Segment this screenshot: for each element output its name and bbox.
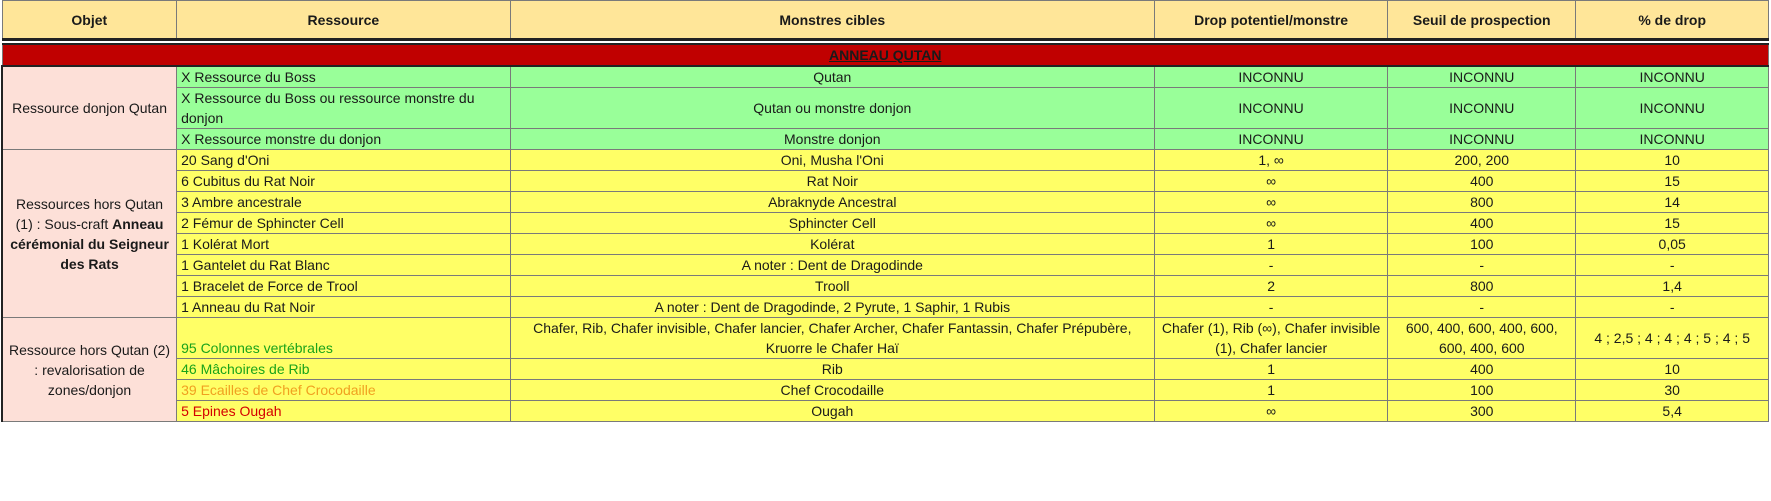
seuil-cell[interactable]: INCONNU xyxy=(1388,129,1576,150)
seuil-cell[interactable]: 200, 200 xyxy=(1388,150,1576,171)
monstres-cell[interactable]: Monstre donjon xyxy=(510,129,1154,150)
pct-cell[interactable]: INCONNU xyxy=(1576,129,1769,150)
drop-cell[interactable]: INCONNU xyxy=(1154,88,1387,129)
monstres-cell[interactable]: Rib xyxy=(510,359,1154,380)
drop-cell[interactable]: INCONNU xyxy=(1154,66,1387,88)
pct-cell[interactable]: INCONNU xyxy=(1576,88,1769,129)
table-row xyxy=(2,213,1769,234)
monstres-cell[interactable]: Kolérat xyxy=(510,234,1154,255)
ressource-cell[interactable]: X Ressource monstre du donjon xyxy=(177,129,510,150)
drop-cell[interactable]: Chafer (1), Rib (∞), Chafer invisible (1), Chafer lancier xyxy=(1154,318,1387,359)
seuil-cell[interactable]: 100 xyxy=(1388,234,1576,255)
drop-table xyxy=(1,0,1769,422)
ressource-cell[interactable]: X Ressource du Boss xyxy=(177,66,510,88)
pct-cell[interactable]: 15 xyxy=(1576,213,1769,234)
drop-cell[interactable]: 1, ∞ xyxy=(1154,150,1387,171)
pct-cell[interactable]: 15 xyxy=(1576,171,1769,192)
table-row xyxy=(2,88,1769,129)
drop-cell[interactable]: - xyxy=(1154,255,1387,276)
pct-cell[interactable]: INCONNU xyxy=(1576,66,1769,88)
ressource-cell[interactable]: 2 Fémur de Sphincter Cell xyxy=(177,213,510,234)
ressource-cell[interactable]: 46 Mâchoires de Rib xyxy=(177,359,510,380)
drop-cell[interactable]: - xyxy=(1154,297,1387,318)
ressource-cell[interactable]: 1 Gantelet du Rat Blanc xyxy=(177,255,510,276)
seuil-cell[interactable]: 100 xyxy=(1388,380,1576,401)
seuil-cell[interactable]: 800 xyxy=(1388,192,1576,213)
pct-cell[interactable]: 10 xyxy=(1576,150,1769,171)
objet-prefix: Ressources hors Qutan (1) : Sous-craft xyxy=(15,195,164,232)
seuil-cell[interactable]: INCONNU xyxy=(1388,66,1576,88)
monstres-cell[interactable]: Qutan ou monstre donjon xyxy=(510,88,1154,129)
drop-cell[interactable]: 2 xyxy=(1154,276,1387,297)
ressource-cell[interactable]: 5 Epines Ougah xyxy=(177,401,510,422)
pct-cell[interactable]: 0,05 xyxy=(1576,234,1769,255)
table-row xyxy=(2,401,1769,422)
ressource-cell[interactable]: 1 Kolérat Mort xyxy=(177,234,510,255)
ressource-cell[interactable]: 6 Cubitus du Rat Noir xyxy=(177,171,510,192)
ressource-cell[interactable]: 95 Colonnes vertébrales xyxy=(177,318,510,359)
drop-cell[interactable]: 1 xyxy=(1154,359,1387,380)
seuil-cell[interactable]: 400 xyxy=(1388,359,1576,380)
seuil-cell[interactable]: 400 xyxy=(1388,171,1576,192)
seuil-cell[interactable]: 300 xyxy=(1388,401,1576,422)
seuil-cell[interactable]: - xyxy=(1388,297,1576,318)
section-row xyxy=(2,44,1769,66)
pct-cell[interactable]: 10 xyxy=(1576,359,1769,380)
monstres-cell[interactable]: A noter : Dent de Dragodinde, 2 Pyrute, 1 Saphir, 1 Rubis xyxy=(510,297,1154,318)
table-row xyxy=(2,380,1769,401)
drop-cell[interactable]: 1 xyxy=(1154,234,1387,255)
ressource-cell[interactable]: 39 Ecailles de Chef Crocodaille xyxy=(177,380,510,401)
table-row xyxy=(2,66,1769,88)
objet-cell[interactable]: Ressource donjon Qutan xyxy=(2,66,177,150)
monstres-cell[interactable]: Abraknyde Ancestral xyxy=(510,192,1154,213)
objet-cell[interactable] xyxy=(2,150,177,318)
monstres-cell[interactable]: Chef Crocodaille xyxy=(510,380,1154,401)
monstres-cell[interactable]: Oni, Musha l'Oni xyxy=(510,150,1154,171)
table-row xyxy=(2,297,1769,318)
monstres-cell[interactable]: Chafer, Rib, Chafer invisible, Chafer lancier, Chafer Archer, Chafer Fantassin, Chafer Prépubère, Kruorre le Chafer Haï xyxy=(510,318,1154,359)
drop-cell[interactable]: ∞ xyxy=(1154,192,1387,213)
header-monstres[interactable]: Monstres cibles xyxy=(510,1,1154,40)
table-row xyxy=(2,171,1769,192)
drop-cell[interactable]: ∞ xyxy=(1154,213,1387,234)
pct-cell[interactable]: 5,4 xyxy=(1576,401,1769,422)
ressource-cell[interactable]: 1 Anneau du Rat Noir xyxy=(177,297,510,318)
monstres-cell[interactable]: Rat Noir xyxy=(510,171,1154,192)
header-seuil[interactable]: Seuil de prospection xyxy=(1388,1,1576,40)
drop-cell[interactable]: INCONNU xyxy=(1154,129,1387,150)
seuil-cell[interactable]: INCONNU xyxy=(1388,88,1576,129)
pct-cell[interactable]: 1,4 xyxy=(1576,276,1769,297)
pct-cell[interactable]: 4 ; 2,5 ; 4 ; 4 ; 4 ; 5 ; 4 ; 5 xyxy=(1576,318,1769,359)
monstres-cell[interactable]: A noter : Dent de Dragodinde xyxy=(510,255,1154,276)
drop-cell[interactable]: ∞ xyxy=(1154,401,1387,422)
ressource-cell[interactable]: 1 Bracelet de Force de Trool xyxy=(177,276,510,297)
ressource-cell[interactable]: 20 Sang d'Oni xyxy=(177,150,510,171)
seuil-cell[interactable]: 600, 400, 600, 400, 600, 600, 400, 600 xyxy=(1388,318,1576,359)
seuil-cell[interactable]: 800 xyxy=(1388,276,1576,297)
header-ressource[interactable]: Ressource xyxy=(177,1,510,40)
table-row xyxy=(2,150,1769,171)
table-row xyxy=(2,255,1769,276)
ressource-cell[interactable]: X Ressource du Boss ou ressource monstre du donjon xyxy=(177,88,510,129)
header-drop[interactable]: Drop potentiel/monstre xyxy=(1154,1,1387,40)
pct-cell[interactable]: - xyxy=(1576,255,1769,276)
monstres-cell[interactable]: Trooll xyxy=(510,276,1154,297)
objet-bold: Anneau cérémonial du Seigneur des Rats xyxy=(10,215,169,272)
ressource-cell[interactable]: 3 Ambre ancestrale xyxy=(177,192,510,213)
drop-cell[interactable]: ∞ xyxy=(1154,171,1387,192)
pct-cell[interactable]: 14 xyxy=(1576,192,1769,213)
table-row xyxy=(2,192,1769,213)
objet-cell[interactable]: Ressource hors Qutan (2) : revalorisation de zones/donjon xyxy=(2,318,177,422)
header-pct[interactable]: % de drop xyxy=(1576,1,1769,40)
table-row xyxy=(2,129,1769,150)
section-title[interactable]: ANNEAU QUTAN xyxy=(2,44,1769,66)
seuil-cell[interactable]: 400 xyxy=(1388,213,1576,234)
header-row xyxy=(2,1,1769,40)
drop-cell[interactable]: 1 xyxy=(1154,380,1387,401)
monstres-cell[interactable]: Ougah xyxy=(510,401,1154,422)
pct-cell[interactable]: 30 xyxy=(1576,380,1769,401)
monstres-cell[interactable]: Qutan xyxy=(510,66,1154,88)
table-row xyxy=(2,359,1769,380)
table-row xyxy=(2,318,1769,359)
header-objet[interactable]: Objet xyxy=(2,1,177,40)
pct-cell[interactable]: - xyxy=(1576,297,1769,318)
table-row xyxy=(2,234,1769,255)
monstres-cell[interactable]: Sphincter Cell xyxy=(510,213,1154,234)
table-row xyxy=(2,276,1769,297)
seuil-cell[interactable]: - xyxy=(1388,255,1576,276)
